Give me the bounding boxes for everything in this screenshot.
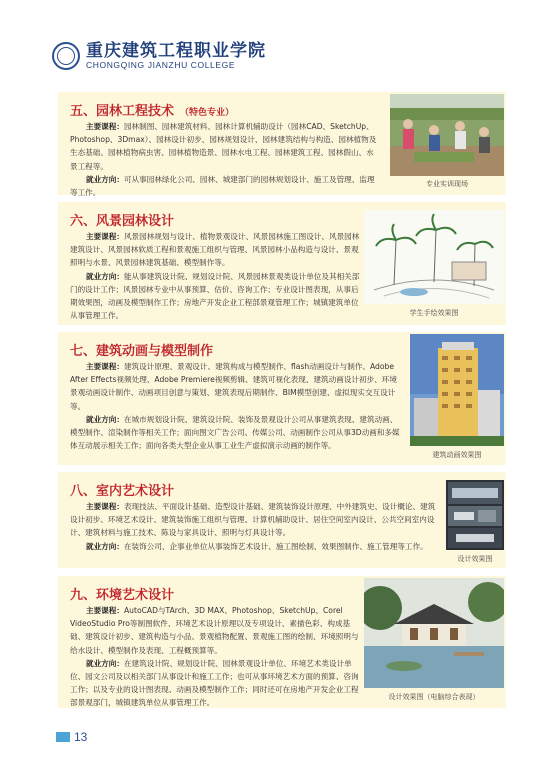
page-number xyxy=(56,730,87,744)
section-tag: （特色专业） xyxy=(180,108,235,118)
courses-text: AutoCAD与TArch、3D MAX、Photoshop、SketchUp、Corel VideoStudio Pro等制图软件、环境艺术设计原理以及专项设计、素描色彩、构成基础、建筑设计初步、建筑构造与小品、景观植物配置、景观施工图的绘制、环境照明与给水设计、模型制作及表现、工程概预算等。 xyxy=(70,606,359,655)
career-text: 在装饰公司、企事业单位从事装饰艺术设计、施工图绘制、效果图制作、施工管理等工作。 xyxy=(123,541,428,551)
courses-text: 风景园林规划与设计、植物景观设计、风景园林施工图设计、风景园林建筑设计、风景园林软质工程和景观施工组织与管理、风景园林小品构造与设计、景观照明与水景、风景园林建筑基础、模型制作等。 xyxy=(70,232,360,268)
section-body xyxy=(70,230,360,322)
courses-paragraph xyxy=(70,500,440,540)
hand-drawn-rendering-image xyxy=(364,210,504,304)
courses-label: 主要课程： xyxy=(86,606,124,615)
section-title: 七、建筑动画与模型制作 xyxy=(70,344,214,359)
career-label: 就业方向： xyxy=(86,541,124,551)
career-text: 能从事建筑设计院、规划设计院、风景园林景观类设计单位及其相关部门的设计工作；风景园林专业中从事预算、估价、咨询工作；专业设计图表现，从事后期效果图，动画及模型制作工作；房地产开发企业工程部景观管理工作；城镇建筑单位从事管理工作。 xyxy=(70,271,360,321)
career-label: 就业方向： xyxy=(86,174,124,184)
courses-label: 主要课程： xyxy=(86,362,124,371)
career-label: 就业方向： xyxy=(86,658,124,668)
photo-caption: 学生手绘效果图 xyxy=(409,309,459,317)
college-name-en: CHONGQING JIANZHU COLLEGE xyxy=(86,60,236,70)
courses-label: 主要课程： xyxy=(86,122,124,131)
career-paragraph xyxy=(70,173,380,199)
college-header xyxy=(52,38,266,74)
career-text: 可从事园林绿化公司、园林、城建部门的园林规划设计、施工及管理、监理等工作。 xyxy=(70,174,375,198)
section-title: 八、室内艺术设计 xyxy=(70,484,175,499)
career-paragraph xyxy=(70,657,360,710)
section-body xyxy=(70,360,400,452)
section-title-text: 五、园林工程技术 xyxy=(70,104,175,119)
courses-text: 园林制图、园林建筑材料、园林计算机辅助设计（园林CAD、SketchUp、Photoshop、3Dmax）、园林设计初步、园林规划设计、园林建筑结构与构造、园林植物及生态基础、园林植物病虫害、园林植物造景、园林水电工程、园林建筑工程、园林假山、水景工程等。 xyxy=(70,122,377,171)
courses-paragraph xyxy=(70,230,360,270)
courses-label: 主要课程： xyxy=(86,502,124,511)
animation-rendering-image xyxy=(410,334,504,446)
college-name-cn: 重庆建筑工程职业学院 xyxy=(86,41,266,61)
section-title: 六、风景园林设计 xyxy=(70,214,175,229)
photo-caption: 建筑动画效果图 xyxy=(432,451,482,459)
courses-paragraph xyxy=(70,360,400,413)
career-paragraph xyxy=(70,270,360,323)
environment-rendering-image xyxy=(364,578,504,688)
training-site-photo xyxy=(390,94,504,176)
career-text: 在城市规划设计院、建筑设计院、装饰及景观设计公司从事建筑表现、建筑动画、模型制作、渲染制作等相关工作；面向图文广告公司、传媒公司、动画制作公司从事3D动画和多媒体互动展示相关工作；面向各类大型企业从事工业生产虚拟演示动画的制作等。 xyxy=(70,414,400,451)
section-landscape-design xyxy=(58,202,506,325)
courses-text: 表现技法、平面设计基础、造型设计基础、建筑装饰设计原理、中外建筑史、设计概论、建筑设计初步、环境艺术设计、建筑装饰施工组织与管理、计算机辅助设计、居住空间室内设计、公共空间室内设计、建筑材料与施工技术、陈设与家具设计、照明与灯具设计等。 xyxy=(70,502,436,538)
college-name xyxy=(86,42,266,70)
photo-caption: 设计效果图 xyxy=(457,555,493,563)
section-title: 九、环境艺术设计 xyxy=(70,588,175,603)
section-interior-art-design xyxy=(58,472,506,568)
section-title xyxy=(70,100,234,119)
photo-caption: 专业实训现场 xyxy=(426,180,468,188)
career-label: 就业方向： xyxy=(86,271,124,281)
section-environmental-art-design xyxy=(58,576,506,708)
career-text: 在建筑设计院、规划设计院、园林景观设计单位、环境艺术类设计单位、园文公司及以相关部门从事设计和施工工作；也可从事环境艺术方面的预算、咨询工作；以及专业的设计图表现、动画及模型制作工作；同时还可在房地产开发企业工程部景观部门，城镇建筑单位从事管理工作。 xyxy=(70,658,359,708)
courses-label: 主要课程： xyxy=(86,232,124,241)
courses-paragraph xyxy=(70,604,360,657)
career-label: 就业方向： xyxy=(86,414,124,424)
section-architectural-animation xyxy=(58,332,506,465)
photo-caption: 设计效果图（电脑综合表现） xyxy=(388,693,480,701)
courses-paragraph xyxy=(70,120,380,173)
career-paragraph xyxy=(70,540,440,553)
section-body xyxy=(70,604,360,710)
page-number-bar xyxy=(56,732,70,742)
courses-text: 建筑设计原理、景观设计、建筑构成与模型制作、flash动画设计与制作、Adobe After Effects视频处理、Adobe Premiere视频剪辑、建筑可视化表现、建筑动画设计初步、环境景观动画设计制作、动画项目创意与策划、建筑表现后期制作、BIM模型创建、虚拟现实交互设计等。 xyxy=(70,362,397,411)
career-paragraph xyxy=(70,413,400,453)
page-number-text: 13 xyxy=(74,730,88,744)
interior-rendering-image xyxy=(446,480,504,550)
college-logo-icon xyxy=(52,42,80,70)
section-landscape-engineering xyxy=(58,92,506,198)
section-body xyxy=(70,500,440,553)
section-body xyxy=(70,120,380,199)
